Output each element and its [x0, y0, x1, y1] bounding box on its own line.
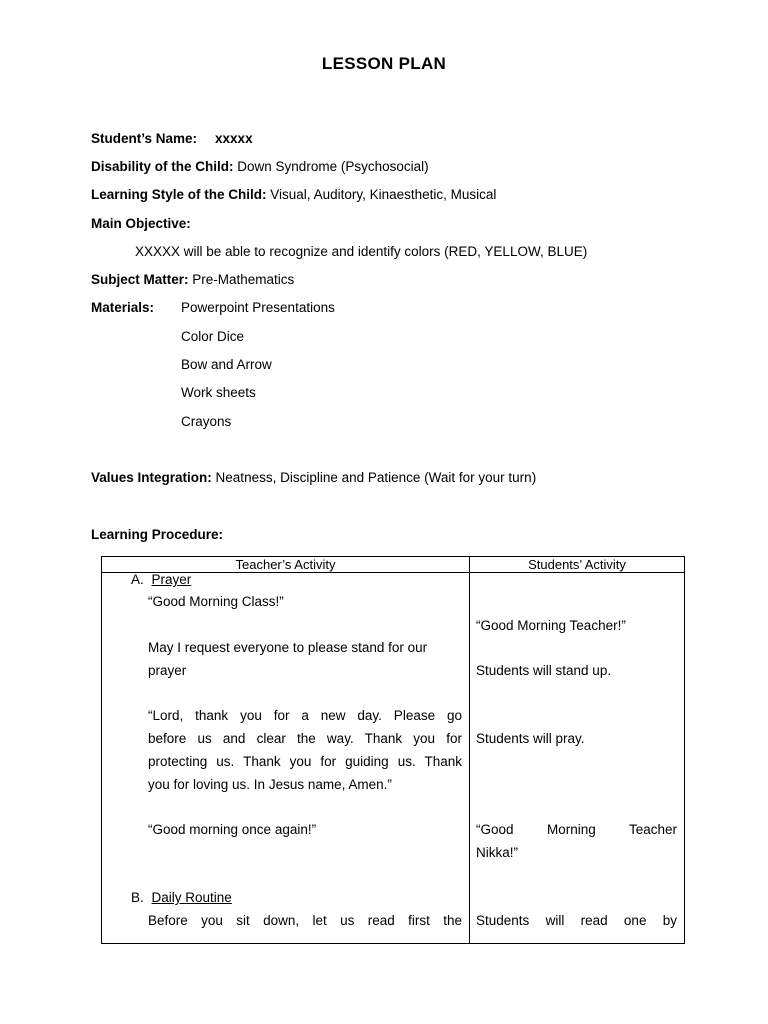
students-activity-header: Students’ Activity	[470, 557, 685, 573]
teacher-activity-cell	[102, 573, 470, 944]
prayer-text-line: “Lord, thank you for a new day. Please go	[148, 708, 462, 723]
main-objective-label: Main Objective:	[91, 216, 191, 231]
teacher-request-line: prayer	[148, 663, 187, 678]
material-item: Work sheets	[181, 385, 256, 400]
teacher-activity-header: Teacher’s Activity	[102, 557, 470, 573]
section-b-marker: B.	[131, 890, 144, 905]
values-row	[91, 470, 536, 485]
materials-label: Materials:	[91, 300, 155, 315]
student-name-value: xxxxx	[215, 131, 253, 146]
learning-style-row	[91, 187, 496, 202]
section-a-title: Prayer	[151, 572, 192, 587]
teacher-greeting: “Good Morning Class!”	[148, 594, 284, 609]
learning-style-label: Learning Style of the Child:	[91, 187, 267, 202]
teacher-request-line: May I request everyone to please stand for our	[148, 640, 428, 655]
section-a-heading	[131, 572, 191, 587]
students-greeting-again-line: “Good Morning Teacher	[476, 822, 677, 837]
subject-matter-row	[91, 272, 294, 287]
page-title: LESSON PLAN	[321, 54, 447, 73]
students-read-line: Students will read one by	[476, 913, 677, 928]
values-value: Neatness, Discipline and Patience (Wait for your turn)	[215, 470, 537, 485]
teacher-greeting-again: “Good morning once again!”	[148, 822, 317, 837]
table-row	[102, 573, 685, 944]
main-objective-value: XXXXX will be able to recognize and identify colors (RED, YELLOW, BLUE)	[135, 244, 588, 259]
prayer-text-line: before us and clear the way. Thank you for	[148, 731, 462, 746]
routine-text-line: Before you sit down, let us read first the	[148, 913, 462, 928]
disability-value: Down Syndrome (Psychosocial)	[237, 159, 429, 174]
learning-style-value: Visual, Auditory, Kinaesthetic, Musical	[270, 187, 497, 202]
section-a-marker: A.	[131, 572, 144, 587]
subject-matter-label: Subject Matter:	[91, 272, 189, 287]
prayer-text-line: you for loving us. In Jesus name, Amen.”	[148, 777, 392, 792]
prayer-text-line: protecting us. Thank you for guiding us. Thank	[148, 754, 462, 769]
subject-matter-value: Pre-Mathematics	[192, 272, 295, 287]
students-greeting: “Good Morning Teacher!”	[476, 618, 626, 633]
procedure-label: Learning Procedure:	[91, 527, 224, 542]
table-header-row	[102, 557, 685, 573]
material-item: Powerpoint Presentations	[181, 300, 335, 315]
disability-row	[91, 159, 429, 174]
students-activity-cell	[470, 573, 685, 944]
material-item: Color Dice	[181, 329, 245, 344]
material-item: Crayons	[181, 414, 232, 429]
students-pray: Students will pray.	[476, 731, 585, 746]
section-b-title: Daily Routine	[151, 890, 232, 905]
student-name-row	[91, 131, 253, 146]
students-stand: Students will stand up.	[476, 663, 612, 678]
student-name-label: Student’s Name:	[91, 131, 198, 146]
material-item: Bow and Arrow	[181, 357, 272, 372]
disability-label: Disability of the Child:	[91, 159, 234, 174]
procedure-table	[101, 556, 685, 944]
students-greeting-again-line: Nikka!”	[476, 845, 519, 860]
section-b-heading	[131, 890, 232, 905]
values-label: Values Integration:	[91, 470, 212, 485]
